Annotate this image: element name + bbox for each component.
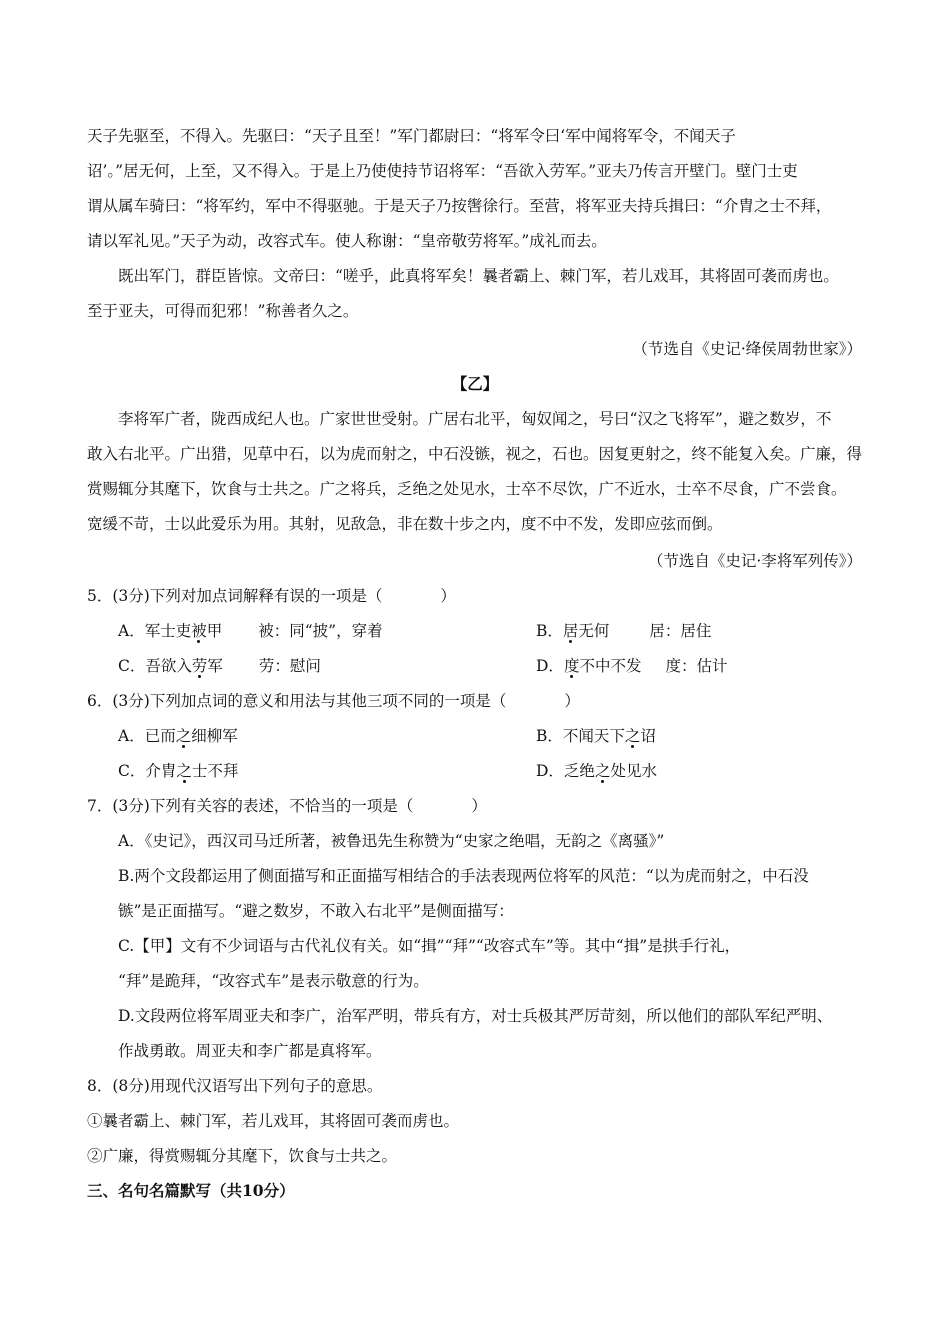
jia-line-6: 至于亚夫，可得而犯邪！”称善者久之。: [87, 302, 359, 320]
emphasis-dot-word: 之: [176, 762, 192, 780]
yi-source: （节选自《史记·李将军列传》）: [647, 552, 862, 570]
emphasis-dot-word: 劳: [191, 657, 208, 675]
jia-line-5: 既出军门，群臣皆惊。文帝曰：“嗟乎，此真将军矣！曩者霸上、棘门军，若儿戏耳，其将固可袭而虏也。: [118, 267, 839, 285]
q6-option-d[interactable]: D．乏绝之处见水: [536, 762, 657, 780]
jia-source: （节选自《史记·绛侯周勃世家》）: [632, 340, 862, 358]
q7-stem-close: ）: [471, 797, 487, 815]
jia-line-2: 诏’。”居无何，上至，又不得入。于是上乃使使持节诏将军：“吾欲入劳军。”亚夫乃传言开壁门。壁门士吏: [87, 162, 798, 180]
q8-sentence-2: ②广廉，得赏赐辄分其麾下，饮食与士共之。: [87, 1147, 398, 1165]
q7-option-c-cont: “拜”是跪拜，“改容式车”是表示敬意的行为。: [118, 972, 429, 990]
emphasis-dot-word: 居: [562, 622, 579, 640]
q6-stem: [87, 690, 580, 712]
q5-option-a-gloss: 被：同“披”，穿着: [258, 622, 383, 640]
q7-stem-text: 7．(3分)下列有关容的表述，不恰当的一项是（: [87, 797, 414, 815]
q5-option-b-gloss: 居：居住: [649, 622, 712, 640]
emphasis-dot-word: 被: [191, 622, 207, 640]
q5-stem-close: ）: [440, 587, 456, 605]
q6-stem-text: 6．(3分)下列加点词的意义和用法与其他三项不同的一项是（: [87, 692, 507, 710]
q6-stem-close: ）: [564, 692, 580, 710]
emphasis-dot-word: 度: [563, 657, 580, 675]
q7-option-b-cont: 镞”是正面描写。“避之数岁，不敢入右北平”是侧面描写：: [118, 902, 514, 920]
yi-line-3: 赏赐辄分其麾下，饮食与士共之。广之将兵，乏绝之处见水，士卒不尽饮，广不近水，士卒不尽食，广不尝食。: [87, 480, 847, 498]
q6-option-c[interactable]: C．介胄之士不拜: [118, 762, 239, 780]
emphasis-dot-word: 之: [624, 727, 641, 745]
jia-line-1: 天子先驱至，不得入。先驱曰：“天子且至！”军门都尉曰：“将军令曰‘军中闻将军令，不闻天子: [87, 127, 736, 145]
q7-option-d-cont: 作战勇敢。周亚夫和李广都是真将军。: [118, 1042, 382, 1060]
q5-option-a[interactable]: A．军士吏被甲: [118, 622, 223, 640]
q8-stem: 8．(8分)用现代汉语写出下列句子的意思。: [87, 1077, 383, 1095]
jia-line-4: 请以军礼见。”天子为动，改容式车。使人称谢：“皇帝敬劳将军。”成礼而去。: [87, 232, 607, 250]
emphasis-dot-word: 之: [175, 727, 192, 745]
section-3-title: 三、名句名篇默写（共10分）: [87, 1181, 295, 1200]
q5-option-d[interactable]: D．度不中不发 度：估计: [536, 657, 728, 675]
q7-option-b[interactable]: B.两个文段都运用了侧面描写和正面描写相结合的手法表现两位将军的风范：“以为虎而射之，中石没: [118, 867, 809, 885]
q5-option-b[interactable]: B．居无何 居：居住: [536, 622, 712, 640]
yi-heading: 【乙】: [451, 374, 499, 393]
q8-sentence-1: ①曩者霸上、棘门军，若儿戏耳，其将固可袭而虏也。: [87, 1112, 460, 1130]
yi-line-2: 敢入右北平。广出猎，见草中石，以为虎而射之，中石没镞，视之，石也。因复更射之，终不能复入矣。广廉，得: [87, 445, 863, 463]
q7-option-c[interactable]: C.【甲】文有不少词语与古代礼仪有关。如“揖”“拜”“改容式车”等。其中“揖”是拱手行礼，: [118, 937, 741, 955]
q5-option-c[interactable]: C．吾欲入劳军: [118, 657, 223, 675]
q6-option-b[interactable]: B．不闻天下之诏: [536, 727, 656, 745]
q5-stem: [87, 585, 456, 607]
q6-row-cd: [118, 760, 657, 782]
q7-option-a[interactable]: A．《史记》，西汉司马迁所著，被鲁迅先生称赞为“史家之绝唱，无韵之《离骚》”: [118, 832, 665, 850]
q5-row-ab: [118, 620, 712, 642]
q5-row-cd: [118, 655, 728, 677]
q7-option-d[interactable]: D.文段两位将军周亚夫和李广，治军严明，带兵有方，对士兵极其严厉苛刻，所以他们的部队军纪严明、: [118, 1007, 833, 1025]
q6-option-a[interactable]: A．已而之细柳军: [118, 727, 238, 745]
jia-line-3: 谓从属车骑曰：“将军约，军中不得驱驰。于是天子乃按辔徐行。至营，将军亚夫持兵揖曰：“介胄之士不拜，: [87, 197, 832, 215]
yi-line-4: 宽缓不苛，士以此爱乐为用。其射，见敌急，非在数十步之内，度不中不发，发即应弦而倒。: [87, 515, 723, 533]
q6-row-ab: [118, 725, 656, 747]
yi-line-1: 李将军广者，陇西成纪人也。广家世世受射。广居右北平，匈奴闻之，号曰“汉之飞将军”，避之数岁，不: [118, 410, 832, 428]
q5-stem-text: 5．(3分)下列对加点词解释有误的一项是（: [87, 587, 383, 605]
q5-option-c-gloss: 劳：慰问: [258, 657, 321, 675]
q7-stem: [87, 795, 487, 817]
emphasis-dot-word: 之: [594, 762, 611, 780]
q5-option-d-gloss: 度：估计: [665, 657, 728, 675]
